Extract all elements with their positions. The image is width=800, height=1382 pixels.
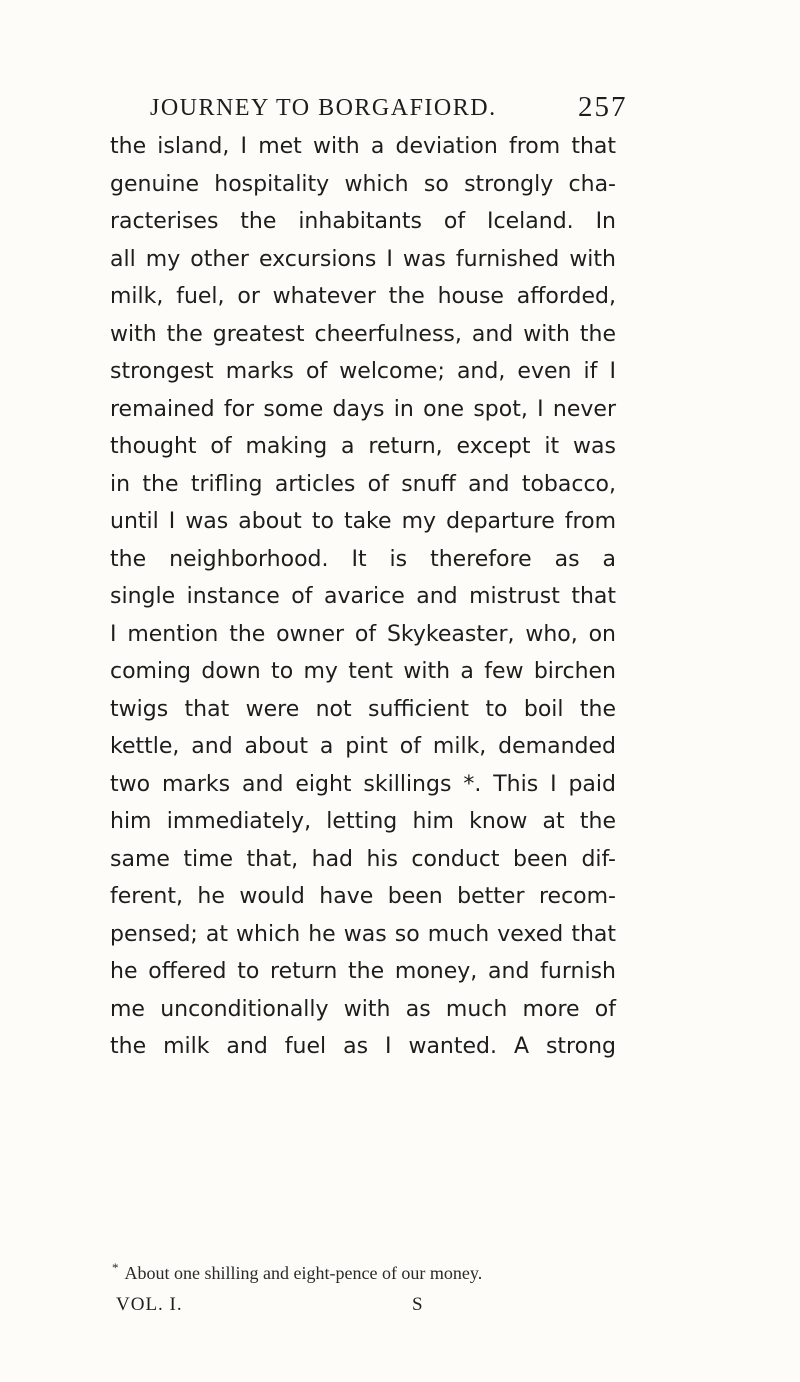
text-line: kettle, and about a pint of milk, demanded xyxy=(110,734,616,759)
text-line: the milk and fuel as I wanted. A strong xyxy=(110,1034,616,1059)
text-line: strongest marks of welcome; and, even if I xyxy=(110,359,616,384)
text-line: single instance of avarice and mistrust that xyxy=(110,584,616,609)
page-number: 257 xyxy=(578,91,628,123)
text-line: the neighborhood. It is therefore as a xyxy=(110,546,616,572)
text-line: he offered to return the money, and furnish xyxy=(110,959,616,984)
text-line: in the trifling articles of snuff and tobacco, xyxy=(110,471,616,497)
text-line: him immediately, letting him know at the xyxy=(110,809,616,834)
text-line: coming down to my tent with a few birchen xyxy=(110,659,616,684)
text-line: two marks and eight skillings *. This I paid xyxy=(110,771,616,797)
text-line: I mention the owner of Skykeaster, who, on xyxy=(110,621,616,647)
text-line: same time that, had his conduct been dif- xyxy=(110,846,616,872)
text-line: with the greatest cheerfulness, and with the xyxy=(110,321,616,347)
text-line: milk, fuel, or whatever the house afforded, xyxy=(110,284,616,309)
text-line: me unconditionally with as much more of xyxy=(110,996,616,1022)
text-line: all my other excursions I was furnished with xyxy=(110,246,616,272)
text-line: twigs that were not sufficient to boil the xyxy=(110,696,616,722)
volume-signature: VOL. I. xyxy=(116,1294,183,1315)
text-line: the island, I met with a deviation from that xyxy=(110,134,616,159)
footnote-marker: * xyxy=(112,1260,119,1275)
body-text xyxy=(110,128,616,1066)
text-line: until I was about to take my departure from xyxy=(110,509,616,534)
text-line: racterises the inhabitants of Iceland. In xyxy=(110,209,616,234)
footnote xyxy=(112,1260,622,1284)
gathering-signature: S xyxy=(412,1294,423,1315)
text-line: remained for some days in one spot, I never xyxy=(110,396,616,422)
text-line: ferent, he would have been better recom- xyxy=(110,884,616,909)
text-line: thought of making a return, except it was xyxy=(110,434,616,459)
text-line: genuine hospitality which so strongly cha- xyxy=(110,171,616,197)
text-line: pensed; at which he was so much vexed that xyxy=(110,921,616,947)
footnote-text: About one shilling and eight-pence of our money. xyxy=(124,1263,483,1283)
running-title: JOURNEY TO BORGAFIORD. xyxy=(150,95,497,121)
